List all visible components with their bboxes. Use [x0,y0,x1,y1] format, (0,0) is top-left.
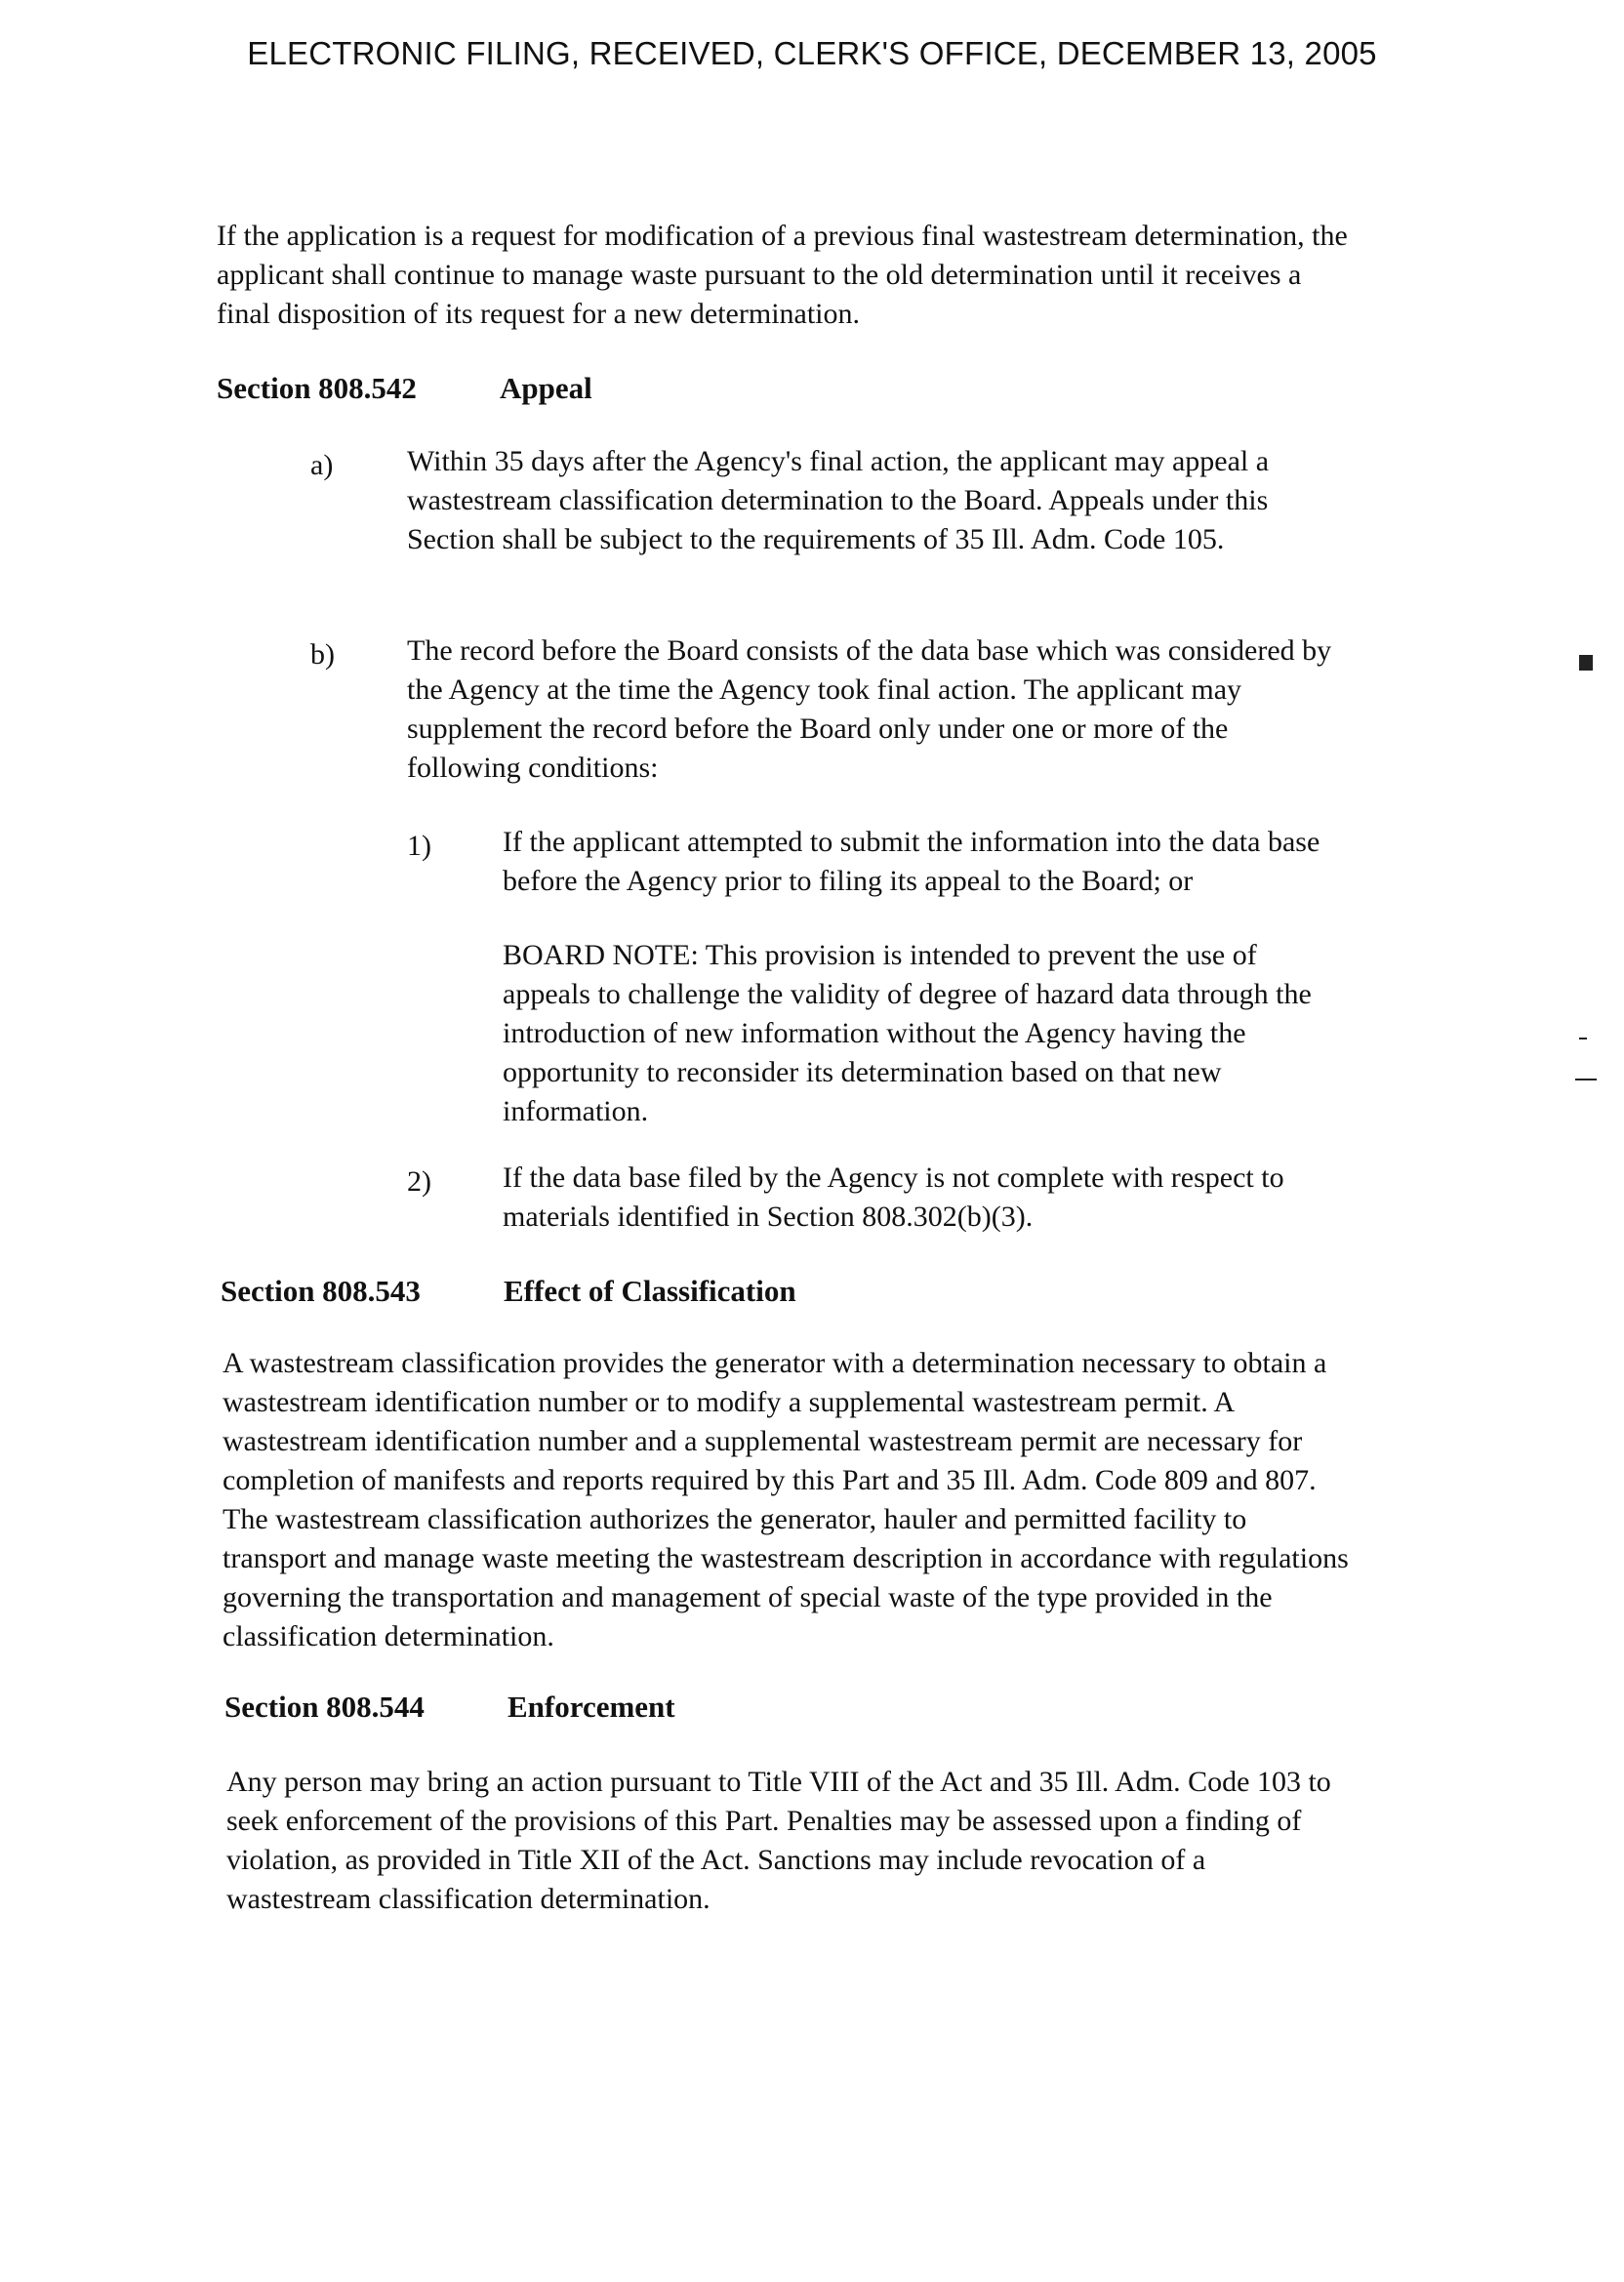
subitem-2-label: 2) [407,1165,431,1198]
scan-artifact-mark [1579,655,1593,671]
section-808-542-number: Section 808.542 [217,371,417,405]
item-a-text: Within 35 days after the Agency's final action, the applicant may appeal a wastestream classification determination to the Board. Appeals under this Section shall be subject to the requirements of 35 Ill. Adm. Code 105. [407,445,1270,555]
section-808-544-paragraph: Any person may bring an action pursuant to Title VIII of the Act and 35 Ill. Adm. Code 103 to seek enforcement of the provisions of this Part. Penalties may be assessed upon a finding of violation, as provided in Title XII of the Act. Sanctions may include revocation of a wastestream classification determination. [226,1766,1331,1915]
section-808-542-title: Appeal [500,371,592,405]
item-a-label: a) [310,449,334,481]
board-note: BOARD NOTE: This provision is intended to prevent the use of appeals to challenge the validity of degree of hazard data through the introduction of new information without the Agency having the opportunity to reconsider its determination based on that new information. [503,939,1312,1127]
subitem-1-text: If the applicant attempted to submit the information into the data base before the Agency prior to filing its appeal to the Board; or [503,826,1320,897]
subitem-1-label: 1) [407,830,431,862]
intro-paragraph: If the application is a request for modification of a previous final wastestream determination, the applicant shall continue to manage waste pursuant to the old determination until it receives a final disposition of its request for a new determination. [217,220,1348,330]
scan-artifact-mark [1579,1038,1587,1039]
scan-artifact-mark [1575,1079,1597,1080]
section-808-543-number: Section 808.543 [221,1274,421,1308]
section-808-544-title: Enforcement [508,1690,675,1724]
section-808-543-paragraph: A wastestream classification provides the generator with a determination necessary to obtain a wastestream identification number or to modify a supplemental wastestream permit. A wastestream identification number and a supplemental wastestream permit are necessary for completion of manifests and reports required by this Part and 35 Ill. Adm. Code 809 and 807. The wastestream classification authorizes the generator, hauler and permitted facility to transport and manage waste meeting the wastestream description in accordance with regulations governing the transportation and management of special waste of the type provided in the classification determination. [223,1347,1349,1652]
item-b-text: The record before the Board consists of the data base which was considered by the Agency at the time the Agency took final action. The applicant may supplement the record before the Board only under one or more of the following conditions: [407,634,1332,784]
item-b-label: b) [310,638,335,671]
filing-stamp-header: ELECTRONIC FILING, RECEIVED, CLERK'S OFFICE, DECEMBER 13, 2005 [247,35,1377,71]
section-808-543-title: Effect of Classification [504,1274,796,1308]
section-808-544-number: Section 808.544 [224,1690,425,1724]
subitem-2-text: If the data base filed by the Agency is not complete with respect to materials identified in Section 808.302(b)(3). [503,1161,1284,1233]
